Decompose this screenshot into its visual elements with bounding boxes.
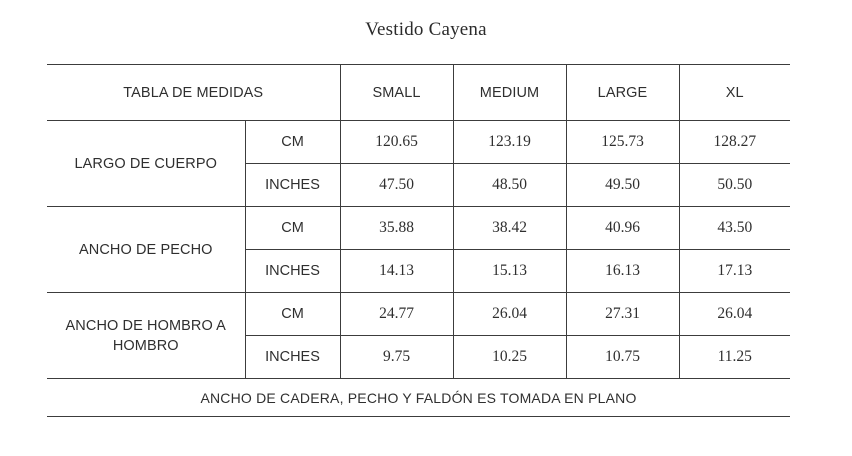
value-cell: 123.19 (453, 121, 566, 164)
value-cell: 16.13 (566, 250, 679, 293)
value-cell: 17.13 (679, 250, 790, 293)
measure-label-chest-width: ANCHO DE PECHO (47, 207, 245, 293)
value-cell: 24.77 (340, 293, 453, 336)
size-header-large: LARGE (566, 65, 679, 121)
value-cell: 26.04 (679, 293, 790, 336)
value-cell: 10.25 (453, 336, 566, 379)
value-cell: 26.04 (453, 293, 566, 336)
unit-cell: INCHES (245, 250, 340, 293)
measure-label-shoulder-width: ANCHO DE HOMBRO A HOMBRO (47, 293, 245, 379)
table-row (47, 207, 790, 250)
value-cell: 27.31 (566, 293, 679, 336)
value-cell: 9.75 (340, 336, 453, 379)
value-cell: 10.75 (566, 336, 679, 379)
value-cell: 120.65 (340, 121, 453, 164)
measure-label-body-length: LARGO DE CUERPO (47, 121, 245, 207)
value-cell: 48.50 (453, 164, 566, 207)
footnote: ANCHO DE CADERA, PECHO Y FALDÓN ES TOMADA EN PLANO (47, 379, 790, 417)
size-header-small: SMALL (340, 65, 453, 121)
value-cell: 125.73 (566, 121, 679, 164)
value-cell: 35.88 (340, 207, 453, 250)
unit-cell: INCHES (245, 164, 340, 207)
value-cell: 43.50 (679, 207, 790, 250)
unit-cell: CM (245, 207, 340, 250)
value-cell: 128.27 (679, 121, 790, 164)
size-header-xl: XL (679, 65, 790, 121)
unit-cell: INCHES (245, 336, 340, 379)
unit-cell: CM (245, 121, 340, 164)
value-cell: 15.13 (453, 250, 566, 293)
value-cell: 14.13 (340, 250, 453, 293)
size-header-medium: MEDIUM (453, 65, 566, 121)
value-cell: 49.50 (566, 164, 679, 207)
value-cell: 40.96 (566, 207, 679, 250)
table-row (47, 293, 790, 336)
unit-cell: CM (245, 293, 340, 336)
value-cell: 38.42 (453, 207, 566, 250)
value-cell: 11.25 (679, 336, 790, 379)
table-row (47, 121, 790, 164)
value-cell: 47.50 (340, 164, 453, 207)
size-chart-table (47, 64, 790, 417)
measurements-header: TABLA DE MEDIDAS (47, 65, 340, 121)
page-title: Vestido Cayena (365, 19, 487, 40)
footnote-row (47, 379, 790, 417)
header-row (47, 65, 790, 121)
value-cell: 50.50 (679, 164, 790, 207)
